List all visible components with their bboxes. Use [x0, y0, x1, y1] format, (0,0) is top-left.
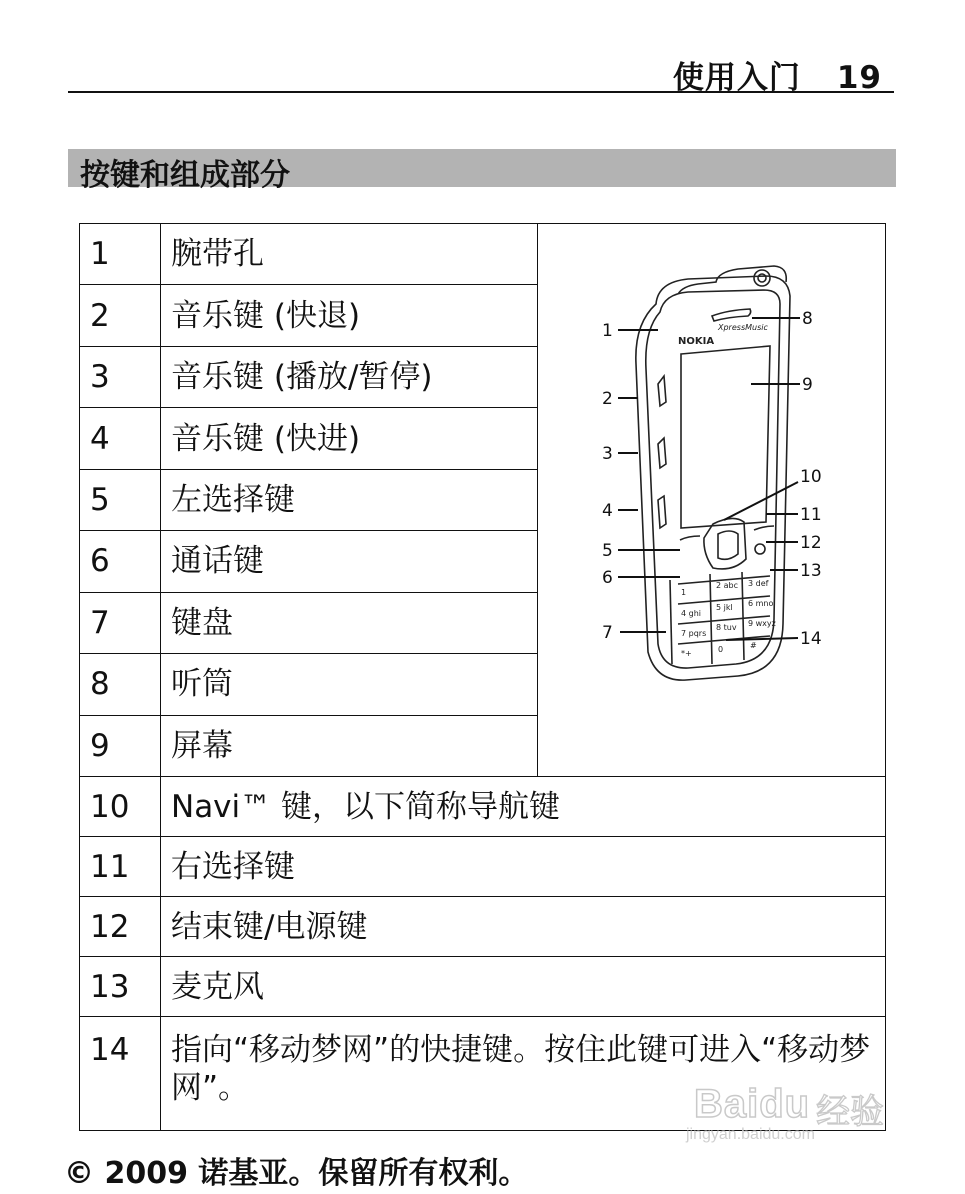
- copyright-footer: © 2009 诺基亚。保留所有权利。: [64, 1156, 529, 1191]
- table-row: [80, 897, 886, 957]
- item-number: 4: [80, 408, 161, 469]
- callout-6: 6: [602, 568, 613, 588]
- callout-10: 10: [800, 467, 822, 487]
- item-number: 9: [80, 715, 161, 777]
- item-label: 屏幕: [161, 715, 538, 777]
- key-8: 8 tuv: [716, 623, 737, 632]
- item-number: 6: [80, 531, 161, 592]
- brand-logo: NOKIA: [678, 336, 715, 347]
- phone-diagram-cell: [538, 224, 886, 777]
- item-number: 2: [80, 285, 161, 346]
- item-label: 听筒: [161, 654, 538, 715]
- item-label: Navi™ 键，以下简称导航键: [161, 777, 886, 837]
- key-2: 2 abc: [716, 581, 739, 590]
- callout-1: 1: [602, 321, 613, 341]
- item-label: 指向“移动梦网”的快捷键。按住此键可进入“移动梦网”。: [161, 1017, 886, 1131]
- watermark-logo: [694, 1082, 810, 1127]
- key-star: *+: [681, 649, 692, 658]
- watermark-text: Bai: [694, 1082, 760, 1126]
- header-title-group: [673, 52, 882, 97]
- callout-8: 8: [802, 309, 813, 329]
- callout-4: 4: [602, 501, 613, 521]
- callout-12: 12: [800, 533, 822, 553]
- callout-5: 5: [602, 541, 613, 561]
- item-label: 麦克风: [161, 957, 886, 1017]
- item-label: 音乐键 (快退): [161, 285, 538, 346]
- header-title: 使用入门: [672, 60, 801, 96]
- callout-9: 9: [802, 375, 813, 395]
- page-number: 19: [836, 60, 882, 96]
- key-5: 5 jkl: [716, 603, 733, 612]
- phone-diagram: [538, 224, 885, 776]
- item-number: 8: [80, 654, 161, 715]
- callout-14: 14: [800, 629, 822, 649]
- watermark-url: jingyan.baidu.com: [686, 1126, 815, 1143]
- key-4: 4 ghi: [681, 609, 702, 618]
- screen: [681, 346, 770, 528]
- item-number: 11: [80, 837, 161, 897]
- baidu-watermark: [686, 1070, 911, 1150]
- item-label: 音乐键 (快进): [161, 408, 538, 469]
- watermark-text-du: du: [759, 1082, 811, 1126]
- item-number: 3: [80, 346, 161, 407]
- item-number: 1: [80, 224, 161, 285]
- key-1: 1: [681, 588, 687, 597]
- table-row: [80, 777, 886, 837]
- item-label: 腕带孔: [161, 224, 538, 285]
- table-row: [80, 224, 886, 285]
- item-label: 结束键/电源键: [161, 897, 886, 957]
- item-label: 通话键: [161, 531, 538, 592]
- item-number: 7: [80, 592, 161, 653]
- item-number: 10: [80, 777, 161, 837]
- watermark-cn: 经验: [816, 1092, 884, 1132]
- table-row: [80, 957, 886, 1017]
- earpiece: [712, 309, 751, 321]
- page-header: [68, 48, 894, 96]
- item-number: 12: [80, 897, 161, 957]
- key-0: 0: [718, 645, 724, 654]
- section-title: 按键和组成部分: [80, 158, 290, 193]
- item-number: 5: [80, 469, 161, 530]
- keys-table: [79, 223, 886, 1131]
- key-7: 7 pqrs: [681, 629, 707, 638]
- callout-13: 13: [800, 561, 822, 581]
- key-6: 6 mno: [748, 599, 774, 608]
- key-9: 9 wxyz: [748, 619, 776, 628]
- model-name: XpressMusic: [718, 323, 768, 332]
- item-number: 13: [80, 957, 161, 1017]
- item-label: 音乐键 (播放/暂停): [161, 346, 538, 407]
- callout-3: 3: [602, 444, 613, 464]
- callout-11: 11: [800, 505, 822, 525]
- callout-7: 7: [602, 623, 613, 643]
- item-label: 键盘: [161, 592, 538, 653]
- item-label: 右选择键: [161, 837, 886, 897]
- item-number: 14: [80, 1017, 161, 1131]
- callout-2: 2: [602, 389, 613, 409]
- key-3: 3 def: [748, 579, 769, 588]
- item-label: 左选择键: [161, 469, 538, 530]
- table-row: [80, 837, 886, 897]
- key-hash: #: [750, 641, 757, 650]
- section-banner: [68, 149, 896, 193]
